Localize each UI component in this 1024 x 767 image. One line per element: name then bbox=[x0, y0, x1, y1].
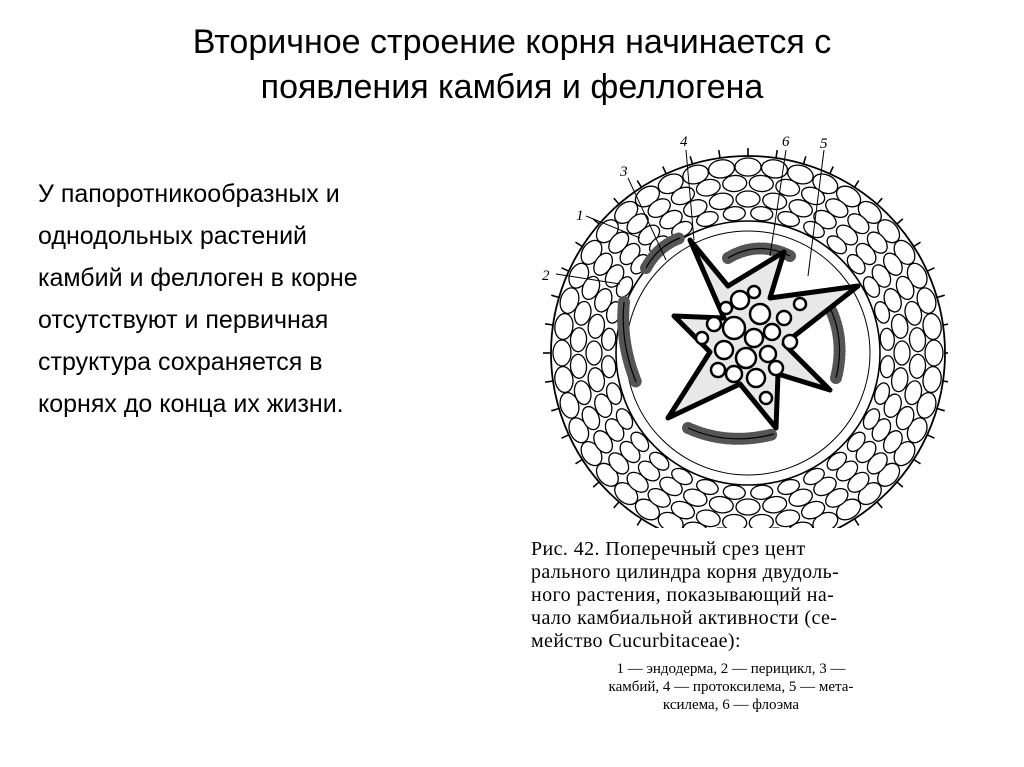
epidermis-spike bbox=[914, 460, 921, 464]
xylem-vessel bbox=[777, 311, 791, 325]
epidermis-spike bbox=[562, 435, 569, 438]
epidermis-spike bbox=[637, 519, 641, 526]
epidermis-spike bbox=[690, 156, 692, 164]
slide-title bbox=[60, 20, 964, 110]
figure-label-6: 6 bbox=[782, 134, 790, 150]
figure-label-2: 2 bbox=[542, 268, 550, 284]
xylem-vessel bbox=[783, 335, 797, 349]
epidermis-spike bbox=[877, 198, 882, 204]
epidermis-spike bbox=[562, 268, 569, 271]
epidermis-spike bbox=[855, 519, 859, 526]
xylem-vessel bbox=[731, 291, 749, 309]
epidermis-spike bbox=[937, 295, 945, 297]
epidermis-spike bbox=[897, 219, 903, 224]
caption-line: рального цилиндра корня двудоль- bbox=[531, 561, 840, 583]
xylem-vessel bbox=[750, 304, 770, 324]
body-line: структура сохраняется в bbox=[38, 348, 323, 376]
figure-label-1: 1 bbox=[576, 208, 584, 224]
body-line: отсутствуют и первичная bbox=[38, 306, 329, 334]
xylem-vessel bbox=[707, 317, 721, 331]
xylem-vessel bbox=[736, 348, 756, 368]
epidermis-spike bbox=[830, 167, 833, 174]
epidermis-spike bbox=[914, 242, 921, 246]
cortex-cell bbox=[925, 340, 943, 366]
cortex-cell bbox=[735, 158, 761, 176]
xylem-vessel bbox=[764, 324, 780, 340]
legend-line: камбий, 4 — протоксилема, 5 — мета- bbox=[608, 679, 854, 695]
title-line: появления камбия и феллогена bbox=[260, 68, 764, 106]
body-line: У папоротникообразных и bbox=[38, 180, 340, 208]
epidermis-spike bbox=[804, 156, 806, 164]
xylem-vessel bbox=[696, 332, 708, 344]
epidermis-spike bbox=[897, 482, 903, 487]
epidermis-spike bbox=[877, 502, 882, 508]
xylem-vessel bbox=[747, 369, 765, 387]
epidermis-spike bbox=[551, 409, 559, 411]
cortex-cell bbox=[894, 341, 910, 365]
figure-label-5: 5 bbox=[820, 136, 828, 152]
xylem-vessel bbox=[748, 286, 760, 298]
xylem-vessel bbox=[726, 366, 742, 382]
body-line: камбий и феллоген в корне bbox=[38, 264, 358, 292]
epidermis-spike bbox=[855, 181, 859, 188]
figure-legend bbox=[531, 660, 931, 714]
cortex-cell bbox=[749, 514, 774, 528]
body-text bbox=[38, 173, 508, 425]
figure-caption bbox=[531, 538, 931, 653]
cortex-cell bbox=[553, 340, 571, 366]
epidermis-spike bbox=[927, 268, 934, 271]
cortex-cell bbox=[736, 191, 760, 207]
epidermis-spike bbox=[545, 324, 553, 325]
epidermis-spike bbox=[551, 295, 559, 297]
body-line: однодольных растений bbox=[38, 222, 307, 250]
epidermis-spike bbox=[927, 435, 934, 438]
xylem-vessel bbox=[760, 392, 772, 404]
epidermis-spike bbox=[576, 242, 583, 246]
caption-line: ного растения, показывающий на- bbox=[531, 584, 835, 606]
xylem-vessel bbox=[720, 302, 732, 314]
xylem-vessel bbox=[794, 298, 806, 310]
epidermis-spike bbox=[776, 150, 777, 158]
cortex-cell bbox=[722, 514, 747, 528]
caption-line: Рис. 42. Поперечный срез цент bbox=[531, 538, 806, 560]
epidermis-spike bbox=[637, 181, 641, 188]
epidermis-spike bbox=[937, 409, 945, 411]
caption-line: мейство Cucurbitaceae): bbox=[531, 630, 741, 652]
title-line: Вторичное строение корня начинается с bbox=[192, 23, 832, 61]
epidermis-spike bbox=[719, 150, 720, 158]
epidermis-spike bbox=[614, 198, 619, 204]
cortex-cell bbox=[736, 499, 760, 515]
epidermis-spike bbox=[576, 460, 583, 464]
epidermis-spike bbox=[614, 502, 619, 508]
xylem-vessel bbox=[760, 346, 776, 362]
figure-label-4: 4 bbox=[680, 134, 688, 150]
root-cross-section-figure bbox=[528, 128, 948, 528]
figure-label-3: 3 bbox=[620, 164, 628, 180]
epidermis-spike bbox=[593, 482, 599, 487]
xylem-vessel bbox=[745, 329, 763, 347]
xylem-vessel bbox=[723, 317, 745, 339]
body-line: корнях до конца их жизни. bbox=[38, 390, 344, 418]
legend-line: ксилема, 6 — флоэма bbox=[662, 697, 800, 713]
cortex-cell bbox=[586, 341, 602, 365]
caption-line: чало камбиальной активности (се- bbox=[531, 607, 838, 629]
legend-line: 1 — эндодерма, 2 — перицикл, 3 — bbox=[616, 661, 846, 677]
epidermis-spike bbox=[545, 381, 553, 382]
xylem-vessel bbox=[715, 341, 733, 359]
xylem-vessel bbox=[769, 361, 783, 375]
epidermis-spike bbox=[663, 167, 666, 174]
xylem-vessel bbox=[711, 363, 725, 377]
